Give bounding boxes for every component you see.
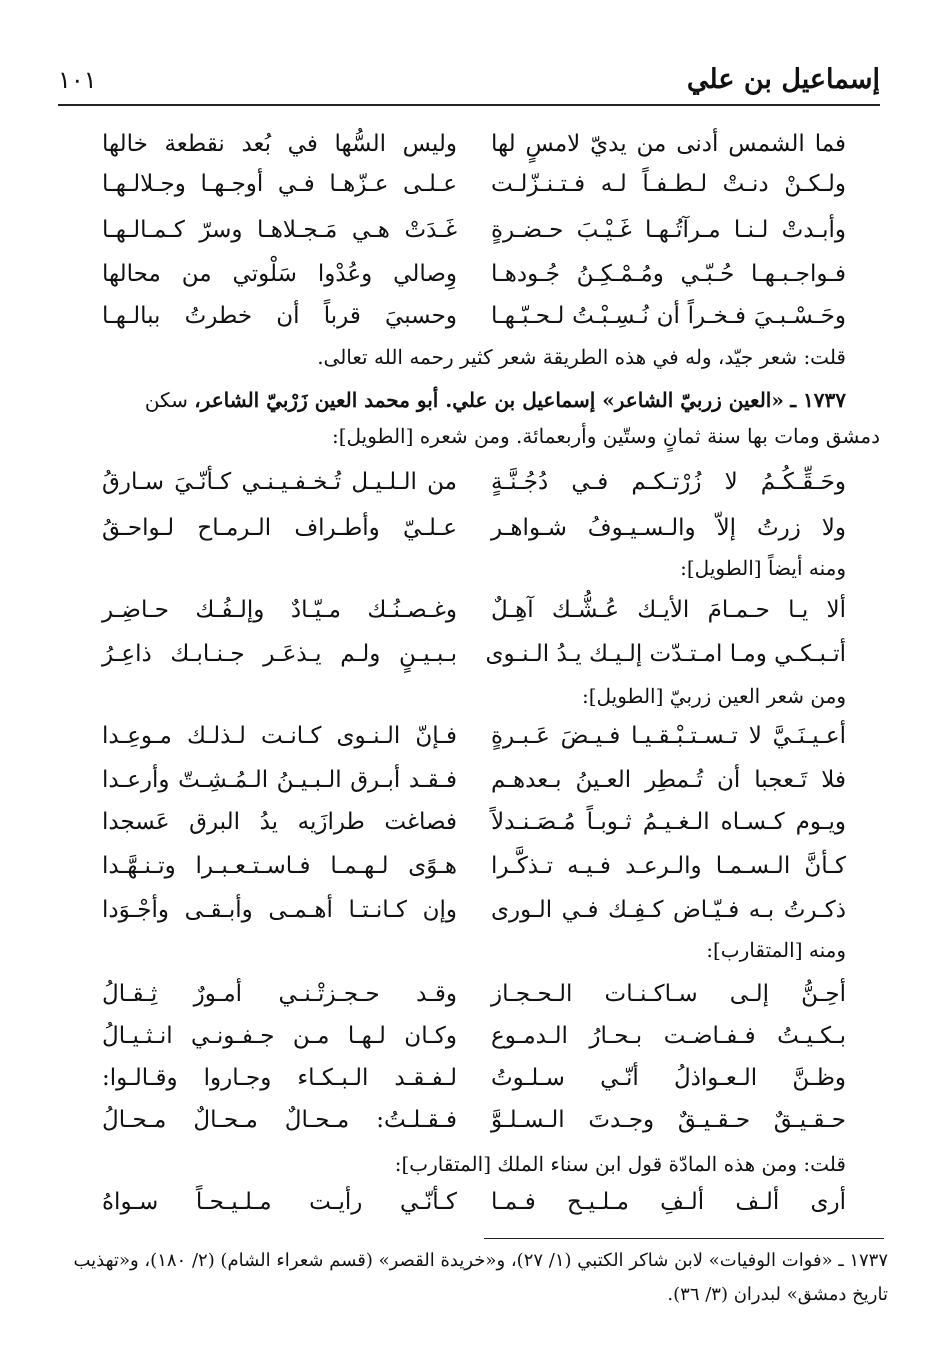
- verse-second-hemistich: هـوًى لـهـمـا فـاسـتـعـبـرا وتـنـهَّـدا: [102, 853, 457, 879]
- entry-text-line: دمشق ومات بها سنة ثمانٍ وستّين وأربعمائة. ومن شعره [الطويل]:: [331, 424, 880, 448]
- verse-first-hemistich: أتـبـكـي ومـا امـتـدّت إلـيـك يـدُ الـنـوى: [485, 641, 846, 667]
- verse-second-hemistich: فـقـد أبـرق الـبـيـنُ الـمُـشِـتّ وأرعـدا: [102, 767, 457, 793]
- verse-line: [60, 890, 846, 930]
- verse-first-hemistich: ويـوم كـسـاه الـغـيـمُ ثـوبـاً مُـصَـنـدلاً: [491, 809, 846, 835]
- verse-second-hemistich: كـأنّـي رأيـت مـلـيـحـاً سـواهُ: [102, 1189, 457, 1215]
- verse-line: [60, 254, 846, 294]
- footnote: [60, 1244, 888, 1312]
- verse-second-hemistich: غَـدَتْ هـي مَـجـلاهـا وسرّ كـمـالـهـا: [102, 217, 457, 243]
- verse-first-hemistich: فما الشمس أدنى من يديّ لامسٍ لها: [491, 131, 846, 157]
- verse-first-hemistich: وحَـقِّـكُـمُ لا زُرْتـكـم فـي دُجُـنَّـةٍ: [491, 469, 846, 495]
- verse-second-hemistich: وكـان لـهـا مـن جـفـونـي انـثـيـالُ: [102, 1023, 457, 1049]
- verse-second-hemistich: عـلـى عـزّهـا فـي أوجـهـا وجـلالـهـا: [102, 171, 457, 197]
- verse-line: [60, 508, 846, 548]
- verse-second-hemistich: بـبـيـنٍ ولـم يـذعَـر جـنـابـك ذاعِـرُ: [102, 641, 457, 667]
- verse-line: [60, 1100, 846, 1140]
- verse-first-hemistich: فـواجـبـهـا حُـبّـي ومُـمْـكِـنُ جُـودهـا: [491, 261, 846, 287]
- verse-first-hemistich: ولـكـنْ دنـتْ لـطـفـاً لـه فـتـنـزّلـت: [491, 171, 846, 197]
- verse-first-hemistich: ذكـرتُ بـه فـيّـاض كـفِـك فـي الـورى: [491, 897, 846, 923]
- verse-line: [60, 760, 846, 800]
- page-number: ١٠١: [58, 66, 97, 94]
- verse-second-hemistich: وقـد حـجـزتْـنـي أمـورٌ ثِـقـالُ: [102, 981, 457, 1007]
- verse-line: [60, 846, 846, 886]
- poem-intro: ومنه أيضاً [الطويل]:: [680, 556, 846, 580]
- entry-text: سكن: [144, 388, 188, 412]
- verse-line: [60, 716, 846, 756]
- verse-line: [60, 634, 846, 674]
- verse-first-hemistich: وظـنَّ الـعـواذلُ أنّـي سـلـوتُ: [491, 1065, 846, 1091]
- verse-second-hemistich: وإن كـانـتـا أهـمـى وأبـقـى وأجْـوَدا: [102, 897, 457, 923]
- verse-first-hemistich: كـأنَّ الـسـمـا والـرعـد فـيـه تـذكَّـرا: [491, 853, 846, 879]
- verse-first-hemistich: بـكـيـتُ فـفـاضـت بـحـارُ الـدمـوع: [491, 1023, 846, 1049]
- entry-number: ١٧٣٧ ـ: [790, 388, 846, 412]
- verse-line: [60, 296, 846, 336]
- verse-second-hemistich: فـقـلـتُ: مـحـالٌ مـحـالٌ مـحـالُ: [102, 1107, 457, 1133]
- verse-second-hemistich: وِصالي وعُدْوا سَلْوتي من محالها: [102, 261, 457, 287]
- verse-second-hemistich: لـفـقـد الـبـكـاء وجـاروا وقـالـوا:: [102, 1065, 457, 1091]
- verse-second-hemistich: وليس السُّها في بُعد نقطعة خالها: [102, 131, 457, 157]
- verse-first-hemistich: أحِـنُّ إلـى سـاكـنـات الـحـجـاز: [491, 981, 846, 1007]
- verse-line: [60, 164, 846, 204]
- entry-heading: «العين زربيّ الشاعر» إسماعيل بن علي. أبو محمد العين زَرْبيّ الشاعر،: [194, 388, 784, 412]
- verse-line: [60, 1182, 846, 1222]
- verse-line: [60, 210, 846, 250]
- footnote-divider: [484, 1238, 884, 1239]
- verse-first-hemistich: أعـيـنَـيَّ لا تـسـتـبْـقـيـا فـيـضَ عَـبـرةٍ: [491, 723, 846, 749]
- running-title: إسماعيل بن علي: [686, 64, 880, 95]
- verse-second-hemistich: عـلـيّ وأطـراف الـرمـاح لـواحـقُ: [102, 515, 457, 541]
- poem-intro: ومن شعر العين زربيّ [الطويل]:: [581, 684, 846, 708]
- entry-heading-line: [60, 384, 846, 416]
- editor-note: قلت: ومن هذه المادّة قول ابن سناء الملك [المتقارب]:: [394, 1152, 846, 1176]
- verse-first-hemistich: ألا يـا حـمـامَ الأيـك عُـشُّـك آهِـلٌ: [491, 597, 846, 623]
- verse-second-hemistich: من الـلـيـل تُـخـفـيـنـي كـأنّـيَ سـارقُ: [102, 469, 457, 495]
- editor-note: قلت: شعر جيّد، وله في هذه الطريقة شعر كثير رحمه الله تعالى.: [317, 345, 846, 369]
- verse-line: [60, 590, 846, 630]
- page-header: [58, 60, 880, 106]
- verse-line: [60, 1016, 846, 1056]
- poem-intro: ومنه [المتقارب]:: [706, 938, 846, 962]
- verse-first-hemistich: وأبـدتْ لـنـا مـرآتُـهـا غَـيْـبَ حـضـرةٍ: [491, 217, 846, 243]
- verse-second-hemistich: وحسبيَ قرباً أن خطرتُ ببالـهـا: [102, 303, 457, 329]
- verse-line: [60, 124, 846, 164]
- verse-second-hemistich: فصاغت طرازَيه يدُ البرق عَسجدا: [102, 809, 457, 835]
- verse-line: [60, 1058, 846, 1098]
- verse-first-hemistich: حـقـيـقٌ حـقـيـقٌ وجـدتَ الـسـلـوَّ: [491, 1107, 846, 1133]
- verse-line: [60, 462, 846, 502]
- footnote-line: ١٧٣٧ ـ «فوات الوفيات» لابن شاكر الكتبي (١/ ٢٧)، و«خريدة القصر» (قسم شعراء الشام) (٢/ ١٨٠)، و«تهذيب: [73, 1250, 888, 1271]
- verse-line: [60, 974, 846, 1014]
- verse-first-hemistich: ولا زرتُ إلاّ والـسـيـوفُ شـواهـر: [491, 515, 846, 541]
- verse-second-hemistich: وغـصـنُـك مـيّـادٌ وإلـفُـك حـاضِـر: [102, 597, 457, 623]
- verse-second-hemistich: فـإنّ الـنـوى كـانـت لـذلـك مـوعِـدا: [102, 723, 457, 749]
- verse-first-hemistich: فلا تَـعجبا أن تُـمطِر العـينُ بـعدهـم: [491, 767, 846, 793]
- verse-line: [60, 802, 846, 842]
- verse-first-hemistich: أرى ألـف ألـفِ مـلـيـح فـمـا: [491, 1189, 846, 1215]
- verse-first-hemistich: وحَـسْـبـيَ فـخـراً أن نُـسِـبْـتُ لـحـبّـهـا: [491, 303, 846, 329]
- footnote-line: تاريخ دمشق» لبدران (٣/ ٣٦).: [667, 1284, 888, 1305]
